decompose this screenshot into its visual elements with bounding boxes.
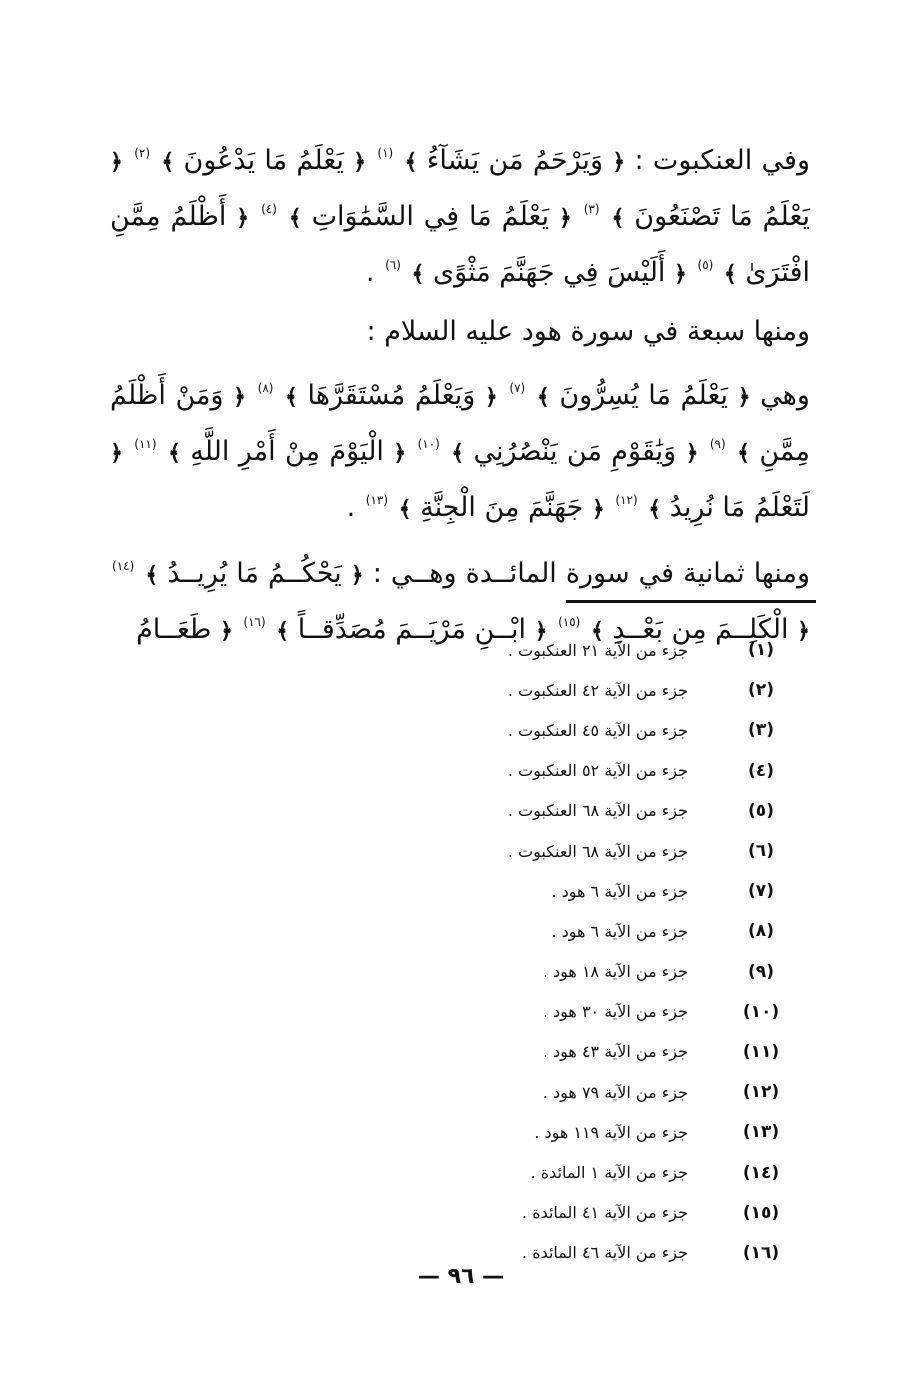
quran-quote: وَيَرْحَمُ مَن يَشَآءُ	[426, 145, 603, 176]
quran-close-bracket: ﴾	[648, 497, 662, 522]
quran-quote: وَيَعْلَمُ مُسْتَقَرَّهَا	[307, 380, 476, 411]
quran-quote: وَيَٰقَوْمِ مَن يَنْصُرُنِي	[473, 436, 677, 467]
quran-open-bracket: ﴿	[558, 206, 572, 231]
footnote-number: (١٣)	[742, 1122, 780, 1143]
quran-quote: أَلَيْسَ فِي جَهَنَّمَ مَثْوًى	[433, 257, 666, 288]
footnote-ref[interactable]: (١٣)	[365, 493, 389, 507]
quran-quote: يَعْلَمُ مَا فِي السَّمَٰوَاتِ	[311, 201, 550, 232]
quran-quote: طَعَــامُ	[136, 614, 212, 645]
footnote-text: جزء من الآية ٢١ العنكبوت .	[507, 640, 688, 660]
quran-quote: يَعْلَمُ مَا يُسِرُّونَ	[559, 380, 729, 411]
footnote-number: (٥)	[748, 800, 774, 821]
footnote-number: (٨)	[748, 921, 774, 942]
page-number: — ٩٦ —	[417, 1264, 505, 1289]
footnote-number: (١)	[748, 640, 774, 661]
quran-open-bracket: ﴿	[110, 150, 123, 175]
sentence-end: .	[365, 257, 375, 288]
footnote-number: (١٥)	[742, 1202, 780, 1223]
footnote-ref[interactable]: (١)	[377, 146, 394, 160]
footnote-text: جزء من الآية ٧٩ هود .	[542, 1082, 688, 1102]
paragraph-hud-heading	[110, 308, 810, 355]
footnote-number: (١١)	[742, 1041, 780, 1062]
main-text	[110, 130, 810, 665]
footnote-ref[interactable]: (٧)	[509, 381, 526, 395]
footnote-number: (٩)	[748, 961, 774, 982]
footnote-item	[400, 911, 800, 951]
quran-quote: جَهَنَّمَ مِنَ الْجِنَّةِ	[420, 492, 584, 523]
footnote-number: (٤)	[748, 760, 774, 781]
quran-quote: يَعْلَمُ مَا تَصْنَعُونَ	[634, 201, 811, 232]
quran-close-bracket: ﴾	[590, 619, 604, 644]
paragraph-ankabut	[110, 130, 810, 298]
footnote-text: جزء من الآية ١٨ هود .	[542, 962, 688, 982]
quran-open-bracket: ﴿	[484, 385, 498, 410]
footnote-ref[interactable]: (١٦)	[243, 615, 266, 629]
footnote-item	[400, 710, 800, 750]
footnote-item	[400, 871, 800, 911]
footnote-text: جزء من الآية ٦ هود .	[551, 921, 688, 941]
footnote-number: (١٤)	[742, 1162, 780, 1183]
quran-open-bracket: ﴿	[612, 150, 626, 175]
footnote-item	[400, 831, 800, 871]
quran-quote: وَمَنْ أَظْلَمُ مِمَّنِ	[110, 380, 810, 467]
footnote-item	[400, 670, 800, 710]
quran-close-bracket: ﴾	[536, 385, 550, 410]
quran-open-bracket: ﴿	[110, 441, 123, 466]
quran-open-bracket: ﴿	[353, 150, 367, 175]
footnote-item	[400, 1072, 800, 1112]
quran-quote: لَتَعْلَمُ مَا نُرِيدُ	[669, 492, 810, 523]
quran-close-bracket: ﴾	[404, 150, 418, 175]
footnote-ref[interactable]: (٢)	[134, 146, 151, 160]
paragraph-intro: وفي العنكبوت :	[634, 145, 810, 176]
quran-close-bracket: ﴾	[161, 150, 175, 175]
quran-open-bracket: ﴿	[685, 441, 699, 466]
footnote-item	[400, 791, 800, 831]
quran-open-bracket: ﴿	[534, 619, 548, 644]
quran-quote: يَحْكُــمُ مَا يُرِيــدُ	[167, 558, 342, 589]
quran-close-bracket: ﴾	[398, 497, 412, 522]
footnote-number: (٣)	[748, 720, 774, 741]
quran-close-bracket: ﴾	[285, 385, 298, 410]
footnote-ref[interactable]: (١٥)	[558, 615, 581, 629]
quran-close-bracket: ﴾	[723, 262, 737, 287]
footnote-ref[interactable]: (١١)	[134, 437, 157, 451]
footnote-ref[interactable]: (١٠)	[417, 437, 440, 451]
footnote-ref[interactable]: (٤)	[261, 202, 277, 216]
footnote-separator	[566, 600, 816, 603]
footnote-ref[interactable]: (١٤)	[112, 559, 135, 573]
paragraph-intro: وهي	[760, 380, 810, 411]
quran-open-bracket: ﴿	[591, 497, 605, 522]
footnote-number: (٦)	[748, 841, 774, 862]
footnote-item	[400, 751, 800, 791]
quran-close-bracket: ﴾	[145, 563, 159, 588]
quran-quote: ابْــنِ مَرْيَــمَ مُصَدِّقــاً	[297, 614, 526, 645]
footnote-item	[400, 1193, 800, 1233]
paragraph-hud	[110, 365, 810, 533]
quran-open-bracket: ﴿	[236, 206, 250, 231]
paragraph-text: ومنها سبعة في سورة هود عليه السلام :	[366, 316, 810, 347]
footnote-ref[interactable]: (٨)	[257, 381, 274, 395]
footnote-text: جزء من الآية ١١٩ هود .	[534, 1122, 688, 1142]
footnote-text: جزء من الآية ٦٨ العنكبوت .	[507, 801, 688, 821]
quran-close-bracket: ﴾	[411, 262, 425, 287]
footnote-ref[interactable]: (٩)	[709, 437, 726, 451]
quran-close-bracket: ﴾	[276, 619, 290, 644]
paragraph-intro: ومنها ثمانية في سورة المائــدة وهــي :	[372, 558, 811, 589]
quran-open-bracket: ﴿	[797, 619, 810, 644]
footnote-text: جزء من الآية ٦٨ العنكبوت .	[507, 841, 688, 861]
footnote-ref[interactable]: (٦)	[385, 258, 401, 272]
quran-close-bracket: ﴾	[611, 206, 625, 231]
quran-open-bracket: ﴿	[393, 441, 407, 466]
footnote-text: جزء من الآية ١ المائدة .	[530, 1163, 688, 1183]
footnote-text: جزء من الآية ٤٥ العنكبوت .	[507, 720, 688, 740]
footnote-number: (٢)	[748, 680, 774, 701]
footnote-ref[interactable]: (٥)	[697, 258, 714, 272]
quran-close-bracket: ﴾	[451, 441, 465, 466]
footnote-item	[400, 952, 800, 992]
quran-quote: الْيَوْمَ مِنْ أَمْرِ اللَّهِ	[190, 436, 384, 467]
footnote-text: جزء من الآية ٤٦ المائدة .	[522, 1243, 688, 1263]
quran-quote: أَظْلَمُ مِمَّنِ افْتَرَىٰ	[110, 201, 810, 288]
footnote-list	[400, 630, 800, 1273]
footnote-number: (١٢)	[742, 1082, 780, 1103]
quran-close-bracket: ﴾	[737, 441, 750, 466]
footnote-item	[400, 1152, 800, 1192]
footnote-ref[interactable]: (١٢)	[615, 493, 638, 507]
footnote-item	[400, 630, 800, 670]
quran-close-bracket: ﴾	[288, 206, 302, 231]
quran-open-bracket: ﴿	[233, 385, 247, 410]
footnote-number: (٧)	[748, 881, 774, 902]
footnote-text: جزء من الآية ٤٢ العنكبوت .	[507, 680, 688, 700]
sentence-end: .	[346, 492, 356, 523]
quran-open-bracket: ﴿	[350, 563, 364, 588]
quran-quote: الْكَلِــمَ مِن بَعْــدِ	[612, 614, 789, 645]
footnote-text: جزء من الآية ٤١ المائدة .	[522, 1203, 688, 1223]
quran-open-bracket: ﴿	[674, 262, 687, 287]
quran-quote: يَعْلَمُ مَا يَدْعُونَ	[183, 145, 344, 176]
footnote-text: جزء من الآية ٥٢ العنكبوت .	[507, 761, 688, 781]
footnote-item	[400, 1032, 800, 1072]
footnote-text: جزء من الآية ٦ هود .	[551, 881, 688, 901]
footnote-ref[interactable]: (٣)	[583, 202, 600, 216]
footnote-text: جزء من الآية ٣٠ هود .	[542, 1002, 688, 1022]
footnote-item	[400, 1112, 800, 1152]
footnote-item	[400, 992, 800, 1032]
quran-open-bracket: ﴿	[737, 385, 751, 410]
footnote-text: جزء من الآية ٤٣ هود .	[542, 1042, 688, 1062]
quran-close-bracket: ﴾	[167, 441, 181, 466]
quran-open-bracket: ﴿	[219, 619, 233, 644]
footnote-number: (١٦)	[742, 1242, 780, 1263]
footnote-number: (١٠)	[742, 1001, 780, 1022]
